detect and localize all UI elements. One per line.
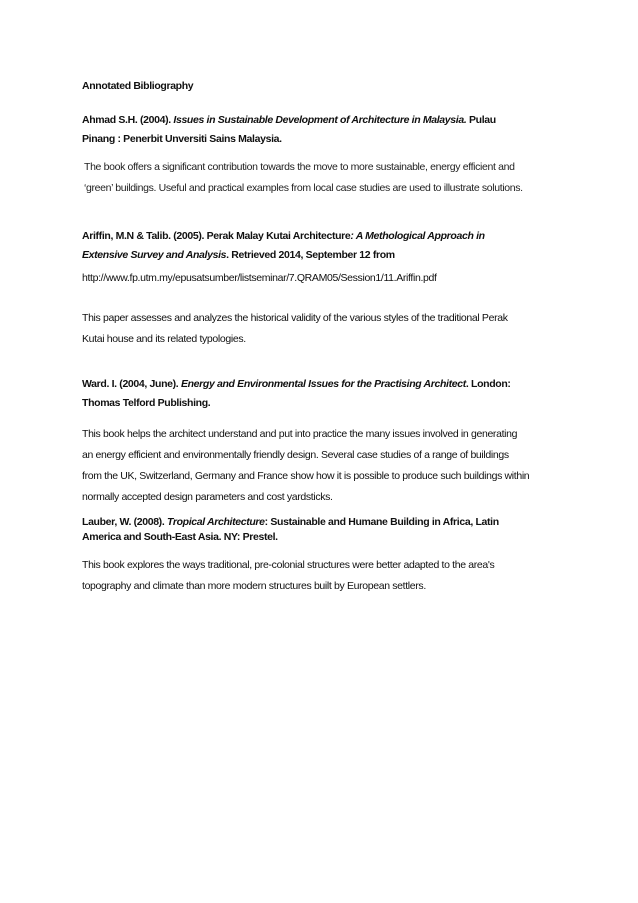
- citation-ariffin: [82, 227, 552, 265]
- annotation-ariffin: This paper assesses and analyzes the historical validity of the various styles of the traditional Perak Kutai house and its related typologies.: [82, 312, 508, 345]
- citation-ward: [82, 375, 552, 413]
- citation-line: Ariffin, M.N & Talib. (2005). Perak Malay Kutai Architecture: A Methological Approach in: [82, 230, 485, 242]
- citation-line: Ahmad S.H. (2004). Issues in Sustainable Development of Architecture in Malaysia. Pulau: [82, 114, 496, 126]
- citation-line: Ward. I. (2004, June). Energy and Environmental Issues for the Practising Architect. London:: [82, 378, 511, 390]
- citation-line: Extensive Survey and Analysis. Retrieved 2014, September 12 from: [82, 249, 395, 261]
- citation-line: America and South-East Asia. NY: Prestel.: [82, 531, 278, 543]
- citation-url[interactable]: http://www.fp.utm.my/epusatsumber/listseminar/7.QRAM05/Session1/11.Ariffin.pdf: [82, 272, 437, 284]
- annotation-ahmad: The book offers a significant contribution towards the move to more sustainable, energy efficient and ‘green’ buildings. Useful and practical examples from local case studies are used to illustrate solutions.: [84, 161, 523, 194]
- annotation-lauber: This book explores the ways traditional, pre-colonial structures were better adapted to the area's topography and climate than more modern structures built by European settlers.: [82, 559, 495, 592]
- citation-lauber: [82, 515, 552, 545]
- citation-ahmad: [82, 111, 552, 149]
- page-title: Annotated Bibliography: [82, 80, 194, 92]
- annotation-ward: This book helps the architect understand and put into practice the many issues involved in generating an energy efficient and environmentally friendly design. Several case studies of a range of buildings from the UK, Switzerland, Germany and France show how it is possible to produce such buildings within normally accepted design parameters and cost yardsticks.: [82, 428, 530, 503]
- citation-line: Lauber, W. (2008). Tropical Architecture: Sustainable and Humane Building in Africa, Latin: [82, 516, 499, 528]
- citation-line: Pinang : Penerbit Unversiti Sains Malaysia.: [82, 133, 282, 145]
- citation-line: Thomas Telford Publishing.: [82, 397, 211, 409]
